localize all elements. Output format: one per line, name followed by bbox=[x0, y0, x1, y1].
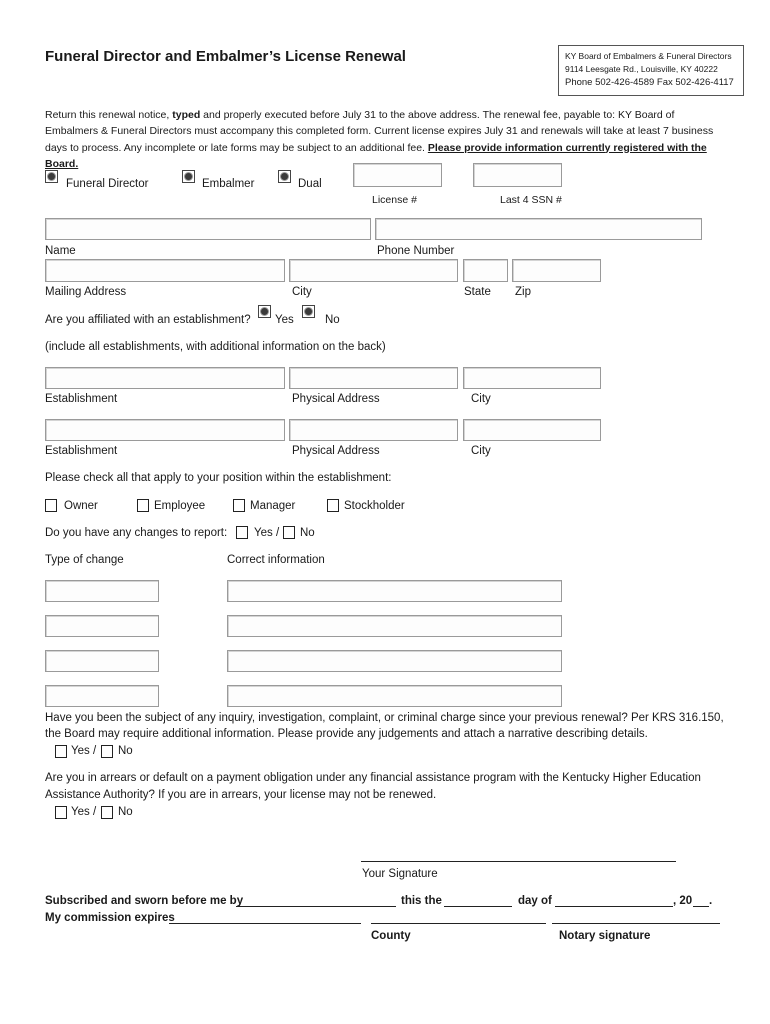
affiliation-note: (include all establishments, with additional information on the back) bbox=[45, 341, 386, 353]
inquiry-no-checkbox[interactable] bbox=[101, 745, 113, 758]
stockholder-label: Stockholder bbox=[344, 500, 405, 512]
correct-information-field-1[interactable] bbox=[227, 580, 562, 602]
board-name: KY Board of Embalmers & Funeral Directors bbox=[565, 51, 732, 61]
type-of-change-field-2[interactable] bbox=[45, 615, 159, 637]
establishment-city-1-field[interactable] bbox=[463, 367, 601, 389]
inquiry-question-line1: Have you been the subject of any inquiry, investigation, complaint, or criminal charge since your previous renewal? Per KRS 316.150, bbox=[45, 712, 724, 724]
physical-address-2-field[interactable] bbox=[289, 419, 458, 441]
correct-information-label: Correct information bbox=[227, 554, 325, 566]
physical-address-1-label: Physical Address bbox=[292, 393, 380, 405]
arrears-yes-label: Yes / bbox=[71, 806, 97, 818]
county-label: County bbox=[371, 930, 411, 942]
affiliation-question: Are you affiliated with an establishment? bbox=[45, 314, 251, 326]
inquiry-yes-label: Yes / bbox=[71, 745, 97, 757]
establishment-2-label: Establishment bbox=[45, 445, 118, 457]
correct-information-field-2[interactable] bbox=[227, 615, 562, 637]
physical-address-2-label: Physical Address bbox=[292, 445, 380, 457]
funeral-director-radio[interactable] bbox=[45, 170, 58, 183]
funeral-director-label: Funeral Director bbox=[66, 178, 149, 190]
correct-information-field-3[interactable] bbox=[227, 650, 562, 672]
physical-address-1-field[interactable] bbox=[289, 367, 458, 389]
establishment-2-field[interactable] bbox=[45, 419, 285, 441]
affiliation-yes-label: Yes bbox=[275, 314, 294, 326]
owner-label: Owner bbox=[64, 500, 98, 512]
name-field[interactable] bbox=[45, 218, 371, 240]
commission-line[interactable] bbox=[169, 923, 361, 924]
page-title: Funeral Director and Embalmer’s License Renewal bbox=[45, 48, 406, 65]
intro-text-2: and properly executed before July 31 to the above address. The renewal fee, payable to: KY Board of Embalmers & Funeral Directors must accompany this completed form. Current license expires July 31 and renewals will take at least 7 business days to process. Any incomplete or late forms may be subject to an additional fee. bbox=[45, 109, 714, 154]
changes-no-checkbox[interactable] bbox=[283, 526, 295, 539]
employee-checkbox[interactable] bbox=[137, 499, 149, 512]
manager-label: Manager bbox=[250, 500, 296, 512]
type-of-change-field-4[interactable] bbox=[45, 685, 159, 707]
your-signature-label: Your Signature bbox=[362, 868, 438, 880]
day-number-line[interactable] bbox=[444, 906, 512, 907]
license-number-label: License # bbox=[372, 194, 417, 206]
dual-label: Dual bbox=[298, 178, 322, 190]
name-label: Name bbox=[45, 245, 76, 257]
board-phone: Phone 502-426-4589 Fax 502-426-4117 bbox=[565, 77, 734, 89]
mailing-address-field[interactable] bbox=[45, 259, 285, 282]
employee-label: Employee bbox=[154, 500, 206, 512]
arrears-question-line2: Assistance Authority? If you are in arrears, your license may not be renewed. bbox=[45, 789, 437, 801]
this-the-label: this the bbox=[401, 895, 442, 907]
establishment-city-1-label: City bbox=[471, 393, 491, 405]
board-info-box bbox=[558, 45, 744, 96]
last4-ssn-field[interactable] bbox=[473, 163, 562, 187]
year-line[interactable] bbox=[693, 906, 709, 907]
month-line[interactable] bbox=[555, 906, 673, 907]
manager-checkbox[interactable] bbox=[233, 499, 245, 512]
sworn-label: Subscribed and sworn before me by bbox=[45, 895, 244, 907]
stockholder-checkbox[interactable] bbox=[327, 499, 339, 512]
intro-emphasis: Please provide information currently registered with the Board. bbox=[45, 141, 707, 170]
intro-typed: typed bbox=[172, 109, 201, 121]
changes-yes-checkbox[interactable] bbox=[236, 526, 248, 539]
zip-field[interactable] bbox=[512, 259, 601, 282]
arrears-question-line1: Are you in arrears or default on a payment obligation under any financial assistance program with the Kentucky Higher Education bbox=[45, 772, 701, 784]
changes-yes-label: Yes / bbox=[254, 527, 280, 539]
phone-number-label: Phone Number bbox=[377, 245, 455, 257]
county-line[interactable] bbox=[371, 923, 546, 924]
city-field[interactable] bbox=[289, 259, 458, 282]
year-end-label: . bbox=[709, 895, 713, 907]
signature-line[interactable] bbox=[361, 861, 676, 862]
affiliation-no-label: No bbox=[325, 314, 340, 326]
type-of-change-field-3[interactable] bbox=[45, 650, 159, 672]
arrears-no-checkbox[interactable] bbox=[101, 806, 113, 819]
inquiry-question-line2: the Board may require additional information. Please provide any judgements and attach a narrative describing details. bbox=[45, 728, 648, 740]
establishment-city-2-label: City bbox=[471, 445, 491, 457]
embalmer-radio[interactable] bbox=[182, 170, 195, 183]
establishment-1-field[interactable] bbox=[45, 367, 285, 389]
city-label: City bbox=[292, 286, 312, 298]
inquiry-no-label: No bbox=[118, 745, 133, 757]
zip-label: Zip bbox=[515, 286, 531, 298]
day-of-label: day of bbox=[518, 895, 552, 907]
state-field[interactable] bbox=[463, 259, 508, 282]
notary-signature-label: Notary signature bbox=[559, 930, 651, 942]
affiliation-yes-radio[interactable] bbox=[258, 305, 271, 318]
intro-text-1: Return this renewal notice, bbox=[45, 109, 173, 121]
inquiry-yes-checkbox[interactable] bbox=[55, 745, 67, 758]
notary-signature-line[interactable] bbox=[552, 923, 720, 924]
mailing-address-label: Mailing Address bbox=[45, 286, 127, 298]
commission-label: My commission expires bbox=[45, 912, 175, 924]
year-prefix-label: , 20 bbox=[673, 895, 693, 907]
board-address: 9114 Leesgate Rd., Louisville, KY 40222 bbox=[565, 64, 718, 75]
sworn-name-line[interactable] bbox=[236, 906, 396, 907]
affiliation-no-radio[interactable] bbox=[302, 305, 315, 318]
last4-ssn-label: Last 4 SSN # bbox=[500, 194, 562, 206]
license-number-field[interactable] bbox=[353, 163, 442, 187]
phone-number-field[interactable] bbox=[375, 218, 702, 240]
establishment-city-2-field[interactable] bbox=[463, 419, 601, 441]
arrears-yes-checkbox[interactable] bbox=[55, 806, 67, 819]
arrears-no-label: No bbox=[118, 806, 133, 818]
correct-information-field-4[interactable] bbox=[227, 685, 562, 707]
state-label: State bbox=[464, 286, 491, 298]
changes-question: Do you have any changes to report: bbox=[45, 527, 228, 539]
owner-checkbox[interactable] bbox=[45, 499, 57, 512]
dual-radio[interactable] bbox=[278, 170, 291, 183]
type-of-change-field-1[interactable] bbox=[45, 580, 159, 602]
type-of-change-label: Type of change bbox=[45, 554, 124, 566]
embalmer-label: Embalmer bbox=[202, 178, 255, 190]
changes-no-label: No bbox=[300, 527, 315, 539]
establishment-1-label: Establishment bbox=[45, 393, 118, 405]
position-prompt: Please check all that apply to your position within the establishment: bbox=[45, 472, 392, 484]
